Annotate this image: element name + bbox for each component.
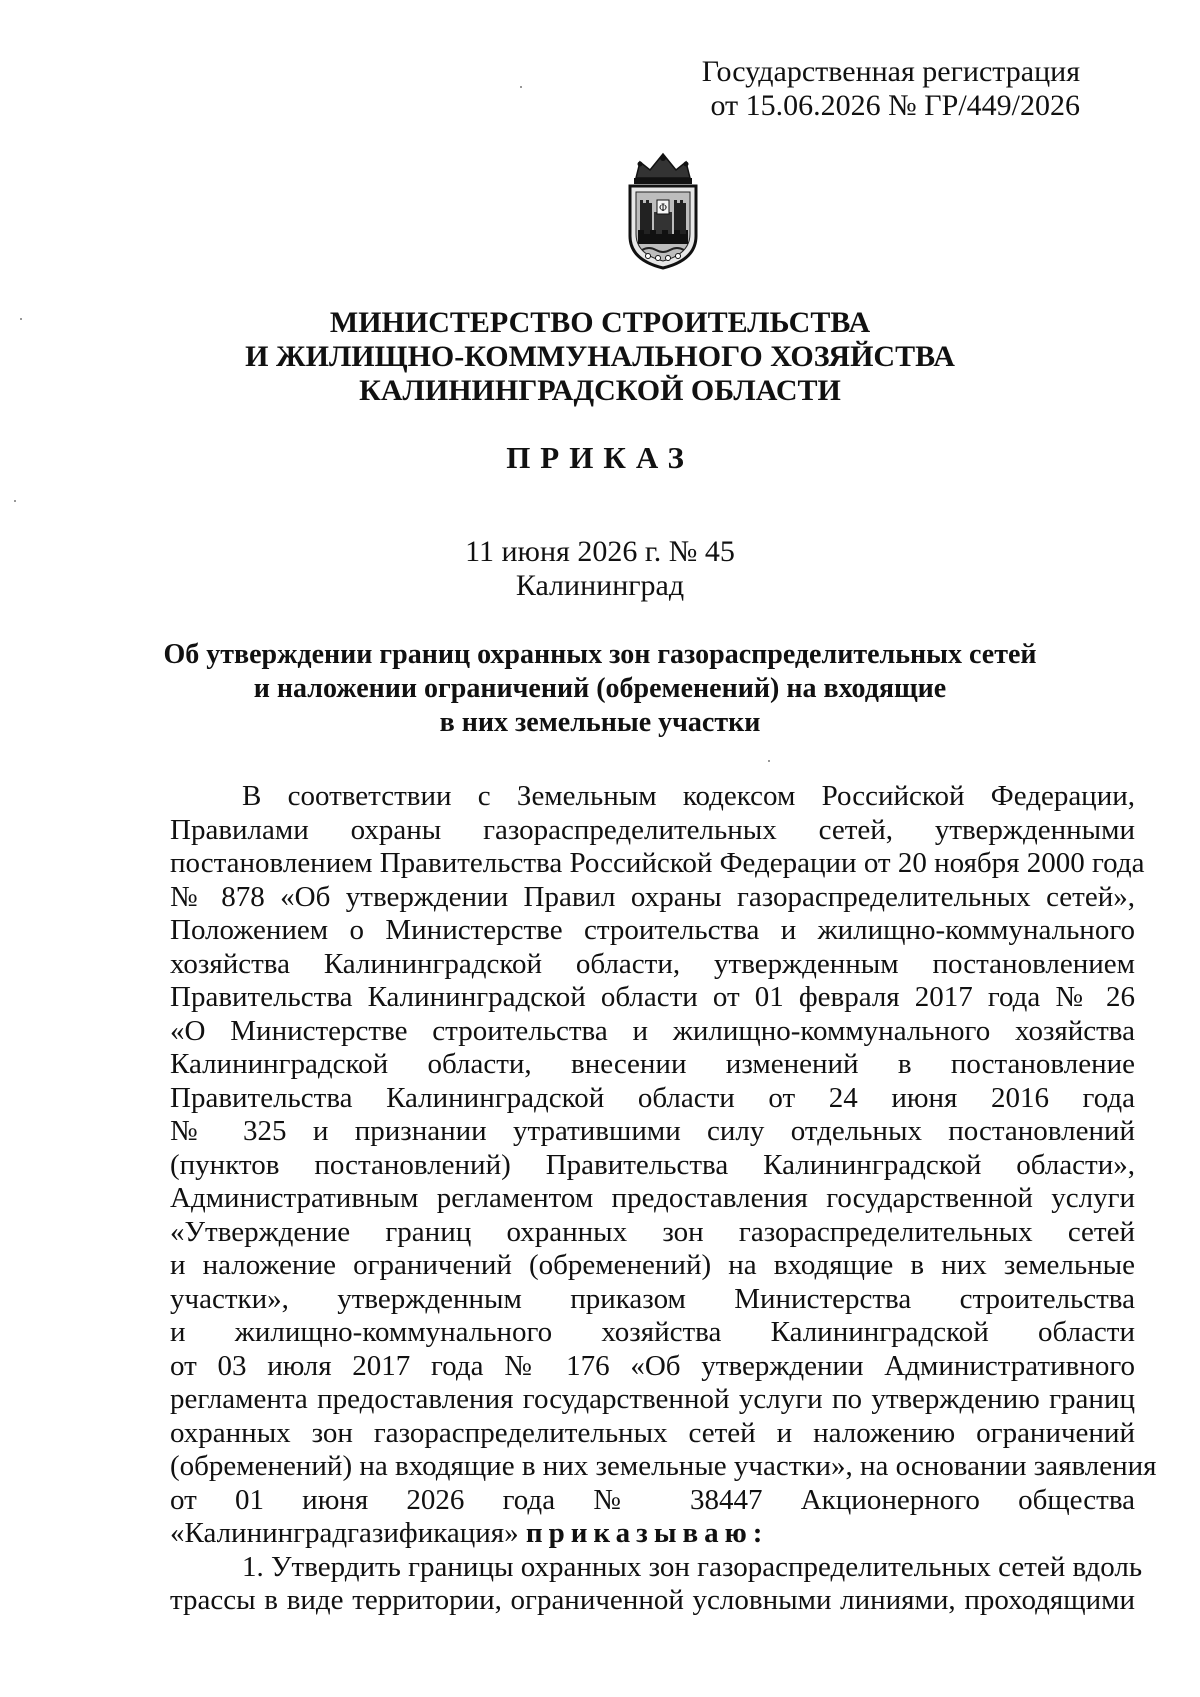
body-line: «О Министерстве строительства и жилищно-коммунального хозяйства <box>170 1014 1135 1047</box>
body-line: Правилами охраны газораспределительных сетей, утвержденными <box>170 813 1135 846</box>
body-line: Правительства Калининградской области от 01 февраля 2017 года № 26 <box>170 981 1135 1013</box>
scan-speck <box>768 760 770 762</box>
body-line-final <box>170 1517 1135 1551</box>
body-line: и наложение ограничений (обременений) на входящие в них земельные <box>170 1249 1135 1281</box>
ministry-line: И ЖИЛИЩНО-КОММУНАЛЬНОГО ХОЗЯЙСТВА <box>245 340 955 373</box>
subject-line: в них земельные участки <box>439 707 761 738</box>
body-line: постановлением Правительства Российской Федерации от 20 ноября 2000 года <box>170 847 1145 879</box>
body-line: № 878 «Об утверждении Правил охраны газораспределительных сетей», <box>170 880 1135 913</box>
scan-speck <box>20 318 22 320</box>
body-line: В соответствии с Земельным кодексом Российской Федерации, <box>242 780 1135 812</box>
order-body <box>170 780 1157 1618</box>
body-line: регламента предоставления государственной услуги по утверждению границ <box>170 1383 1135 1415</box>
body-line: № 325 и признании утратившими силу отдельных постановлений <box>170 1115 1135 1147</box>
applicant-name: «Калининградгазификация» <box>170 1517 519 1549</box>
ministry-line: МИНИСТЕРСТВО СТРОИТЕЛЬСТВА <box>329 306 871 339</box>
scan-speck <box>520 86 522 88</box>
scan-speck <box>14 500 16 502</box>
body-line: Положением о Министерстве строительства и жилищно-коммунального <box>170 914 1135 946</box>
body-line: охранных зон газораспределительных сетей и наложению ограничений <box>170 1416 1135 1449</box>
subject-line: и наложении ограничений (обременений) на входящие <box>253 673 947 704</box>
subject-line: Об утверждении границ охранных зон газораспределительных сетей <box>163 639 1037 670</box>
order-keyword: приказываю: <box>525 1517 769 1549</box>
body-line: Калининградской области, внесении изменений в постановление <box>170 1048 1135 1080</box>
order-date-number: 11 июня 2026 г. № 45 <box>465 535 735 568</box>
registration-number: от 15.06.2026 № ГР/449/2026 <box>710 89 1080 122</box>
body-line: и жилищно-коммунального хозяйства Калининградской области <box>170 1316 1135 1348</box>
body-line: Административным регламентом предоставления государственной услуги <box>170 1182 1135 1214</box>
body-line: (пунктов постановлений) Правительства Калининградской области», <box>170 1148 1135 1181</box>
body-line: (обременений) на входящие в них земельные участки», на основании заявления <box>170 1450 1157 1482</box>
item-1-line: трассы в виде территории, ограниченной условными линиями, проходящими <box>170 1584 1135 1616</box>
body-line: участки», утвержденным приказом Министерства строительства <box>170 1282 1135 1315</box>
body-line: от 03 июля 2017 года № 176 «Об утверждении Административного <box>170 1349 1135 1382</box>
body-line: хозяйства Калининградской области, утвержденным постановлением <box>170 947 1135 980</box>
registration-stamp <box>702 55 1080 123</box>
order-date-place <box>0 535 1200 603</box>
document-type-title: ПРИКАЗ <box>506 440 694 475</box>
coat-of-arms-svg <box>614 148 712 272</box>
body-line: Правительства Калининградской области от 24 июня 2016 года <box>170 1081 1135 1114</box>
registration-label: Государственная регистрация <box>701 55 1080 88</box>
body-line: от 01 июня 2026 года № 38447 Акционерного общества <box>170 1483 1135 1516</box>
item-1-line: 1. Утвердить границы охранных зон газораспределительных сетей вдоль <box>242 1550 1143 1583</box>
ministry-line: КАЛИНИНГРАДСКОЙ ОБЛАСТИ <box>359 374 841 407</box>
order-place: Калининград <box>515 569 685 602</box>
order-subject <box>0 638 1200 740</box>
body-line: «Утверждение границ охранных зон газораспределительных сетей <box>170 1215 1135 1248</box>
coat-of-arms-icon <box>614 148 712 272</box>
ministry-name <box>0 306 1200 408</box>
svg-text:Ф: Ф <box>658 203 668 214</box>
